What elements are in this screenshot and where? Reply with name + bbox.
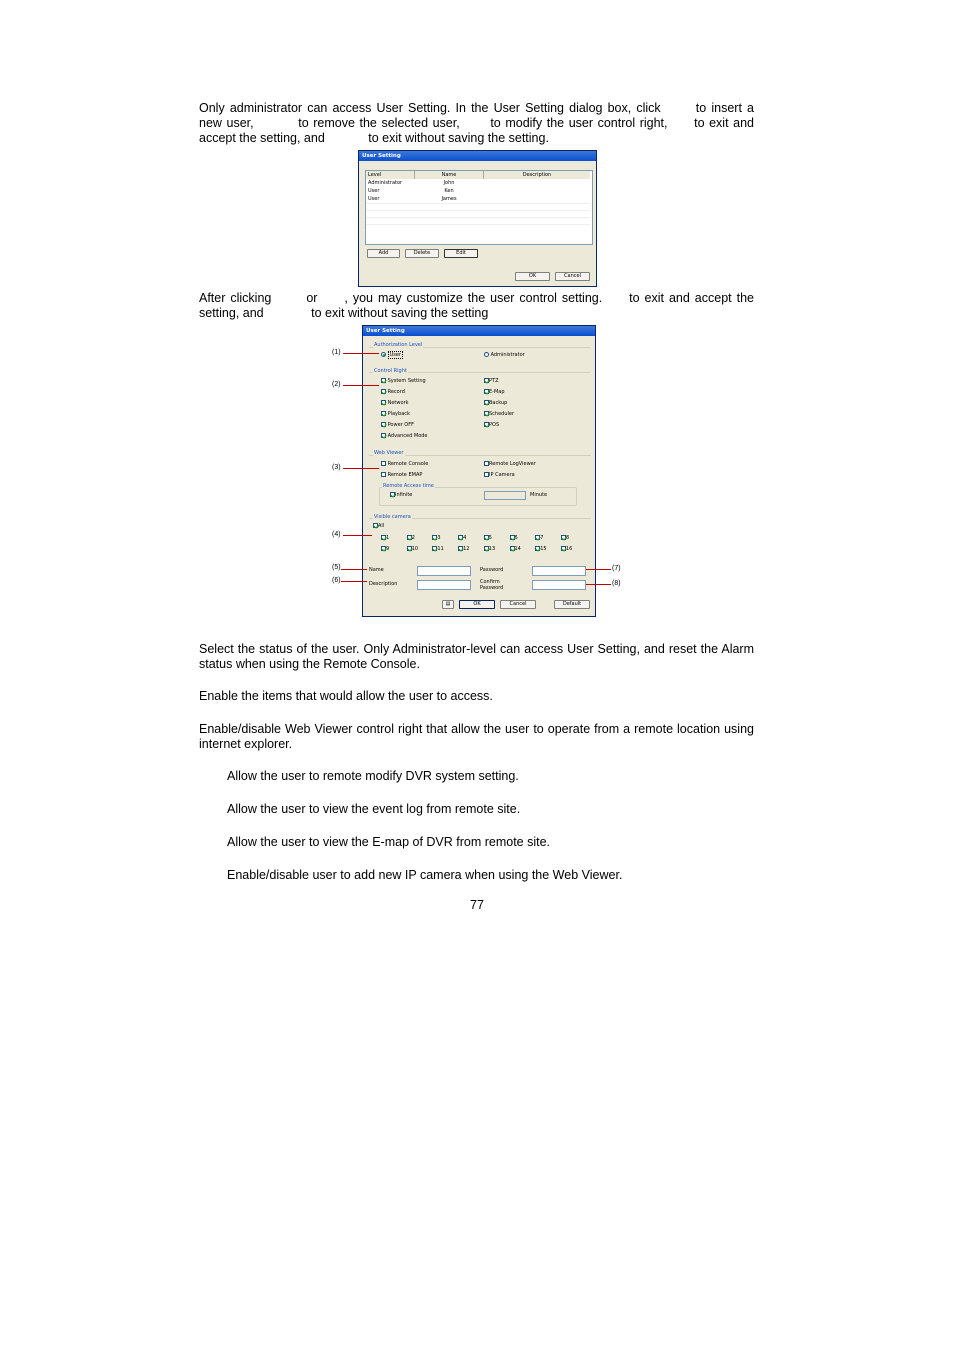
checkbox-checked-icon <box>561 535 566 540</box>
camera-number-label: 12 <box>463 546 470 552</box>
row-level: User <box>368 196 380 202</box>
checkbox-label: Remote EMAP <box>387 472 423 478</box>
column-header-name[interactable]: Name <box>415 171 484 179</box>
checkbox-checked-icon <box>381 422 386 427</box>
description-5: Allow the user to view the event log from remote site. <box>227 802 521 816</box>
checkbox-checked-icon <box>381 433 386 438</box>
callout-5: (5) <box>332 564 341 571</box>
user-table <box>365 170 593 245</box>
checkbox-checked-icon <box>535 535 540 540</box>
control-playback-checkbox[interactable] <box>381 411 410 417</box>
checkbox-label: Record <box>387 389 405 395</box>
checkbox-label: Remote LogViewer <box>489 461 536 467</box>
camera-checkbox[interactable] <box>484 546 495 552</box>
radio-icon <box>484 352 489 357</box>
auth-admin-radio[interactable] <box>484 352 525 358</box>
checkbox-checked-icon <box>381 535 386 540</box>
radio-selected-icon <box>381 352 386 357</box>
camera-checkbox[interactable] <box>458 546 469 552</box>
checkbox-checked-icon <box>381 411 386 416</box>
page-number: 77 <box>470 898 484 912</box>
checkbox-checked-icon <box>432 535 437 540</box>
web-remote-emap-checkbox[interactable] <box>381 472 422 478</box>
checkbox-checked-icon <box>381 400 386 405</box>
description-2: Enable the items that would allow the user to access. <box>199 689 493 703</box>
callout-1: (1) <box>332 349 341 356</box>
camera-number-label: 16 <box>565 546 573 552</box>
checkbox-checked-icon <box>381 378 386 383</box>
row-name: John <box>443 180 455 186</box>
checkbox-checked-icon <box>407 535 412 540</box>
dialog-title: User Setting <box>359 151 596 161</box>
camera-checkbox[interactable] <box>407 546 418 552</box>
control-network-checkbox[interactable] <box>381 400 408 406</box>
camera-checkbox[interactable] <box>432 546 443 552</box>
camera-checkbox[interactable] <box>535 535 543 541</box>
checkbox-checked-icon <box>484 422 489 427</box>
camera-number-label: 5 <box>488 535 492 541</box>
camera-checkbox[interactable] <box>458 535 466 541</box>
checkbox-checked-icon <box>484 546 489 551</box>
name-label: Name <box>369 567 384 573</box>
description-1: Select the status of the user. Only Administrator-level can access User Setting, and reset the Alarm status when using the Remote Console. <box>199 642 754 671</box>
checkbox-label: E-Map <box>489 389 505 395</box>
control-scheduler-checkbox[interactable] <box>484 411 514 417</box>
add-button[interactable]: Add <box>367 249 400 258</box>
after-text-3: , you may customize the user control setting. <box>344 291 603 305</box>
table-row[interactable] <box>366 187 590 195</box>
name-input[interactable] <box>417 566 471 576</box>
leader-line-5 <box>341 569 367 570</box>
description-4: Allow the user to remote modify DVR system setting. <box>227 769 519 783</box>
user-edit-dialog <box>362 325 596 617</box>
checkbox-label: Remote Console <box>387 461 429 467</box>
camera-checkbox[interactable] <box>432 535 440 541</box>
checkbox-checked-icon <box>458 535 463 540</box>
control-backup-checkbox[interactable] <box>484 400 507 406</box>
authorization-level-title: Authorization Level <box>374 342 423 348</box>
user-table-grid <box>366 171 590 232</box>
control-pos-checkbox[interactable] <box>484 422 499 428</box>
checkbox-checked-icon <box>484 535 489 540</box>
intro-paragraph <box>199 101 754 146</box>
checkbox-checked-icon <box>381 389 386 394</box>
checkbox-label: Network <box>387 400 409 406</box>
checkbox-checked-icon <box>432 546 437 551</box>
camera-number-label: 15 <box>540 546 547 552</box>
row-level: User <box>368 188 380 194</box>
camera-number-label: 14 <box>514 546 521 552</box>
leader-line-7 <box>586 569 611 570</box>
checkbox-label: All <box>378 523 385 529</box>
checkbox-icon <box>381 461 386 466</box>
callout-8: (8) <box>612 580 621 587</box>
after-text-5: to exit without saving the setting <box>311 306 489 320</box>
password-label: Password <box>480 567 504 573</box>
intro-text-2: to insert a new user, <box>199 101 754 130</box>
description-input[interactable] <box>417 580 471 590</box>
camera-checkbox[interactable] <box>381 546 389 552</box>
camera-checkbox[interactable] <box>535 546 546 552</box>
camera-checkbox[interactable] <box>484 535 492 541</box>
table-row[interactable] <box>366 179 590 187</box>
intro-text-6: to exit without saving the setting. <box>368 131 549 145</box>
visible-camera-title: Visible camera <box>374 514 411 520</box>
ok-button[interactable]: OK <box>515 272 550 281</box>
control-ptz-checkbox[interactable] <box>484 378 499 384</box>
leader-line-1 <box>343 353 379 354</box>
leader-line-2 <box>343 385 379 386</box>
checkbox-label: PTZ <box>489 378 499 384</box>
remote-access-time-title: Remote Access time <box>383 483 434 489</box>
web-remote-console-checkbox[interactable] <box>381 461 428 467</box>
camera-number-label: 6 <box>514 535 518 541</box>
checkbox-label: Backup <box>489 400 508 406</box>
checkbox-label: Power OFF <box>387 422 414 428</box>
intro-text-1: Only administrator can access User Setting. In the User Setting dialog box, click <box>199 101 661 115</box>
camera-checkbox[interactable] <box>561 546 572 552</box>
camera-all-checkbox[interactable] <box>373 523 384 529</box>
checkbox-icon <box>484 461 489 466</box>
checkbox-checked-icon <box>390 492 395 497</box>
keyboard-icon[interactable]: ▤ <box>442 600 454 609</box>
checkbox-checked-icon <box>535 546 540 551</box>
checkbox-label: IP Camera <box>489 472 515 478</box>
auth-admin-label: Administrator <box>490 352 525 358</box>
callout-3: (3) <box>332 464 341 471</box>
auth-user-radio[interactable] <box>381 352 403 358</box>
description-label: Description <box>369 581 398 587</box>
checkbox-label: Infinite <box>395 492 413 498</box>
row-level: Administrator <box>368 180 403 186</box>
after-paragraph <box>199 291 754 321</box>
web-remote-logviewer-checkbox[interactable] <box>484 461 536 467</box>
infinite-checkbox[interactable] <box>390 492 412 498</box>
camera-checkbox[interactable] <box>381 535 389 541</box>
callout-4: (4) <box>332 531 341 538</box>
checkbox-checked-icon <box>510 546 515 551</box>
checkbox-checked-icon <box>484 411 489 416</box>
camera-number-label: 9 <box>386 546 390 552</box>
checkbox-label: Advanced Mode <box>387 433 428 439</box>
control-power-off-checkbox[interactable] <box>381 422 414 428</box>
leader-line-8 <box>586 584 611 585</box>
cancel-button[interactable]: Cancel <box>555 272 590 281</box>
checkbox-label: Scheduler <box>489 411 515 417</box>
leader-line-6 <box>341 581 367 582</box>
user-setting-list-dialog <box>358 150 597 287</box>
camera-checkbox[interactable] <box>510 546 521 552</box>
confirm-label-line2: Password <box>480 585 504 591</box>
column-header-description[interactable]: Description <box>522 172 552 178</box>
camera-number-label: 4 <box>463 535 467 541</box>
row-description <box>484 187 591 195</box>
callout-2: (2) <box>332 381 341 388</box>
cancel-button[interactable]: Cancel <box>500 600 536 609</box>
camera-number-label: 13 <box>488 546 496 552</box>
default-button[interactable]: Default <box>554 600 590 609</box>
confirm-label-line1: Confirm <box>480 579 500 585</box>
column-header-level[interactable]: Level <box>366 171 415 179</box>
checkbox-icon <box>381 472 386 477</box>
camera-checkbox[interactable] <box>510 535 518 541</box>
camera-checkbox[interactable] <box>561 535 569 541</box>
checkbox-checked-icon <box>373 523 378 528</box>
camera-number-label: 2 <box>411 535 415 541</box>
camera-number-label: 7 <box>540 535 544 541</box>
delete-button[interactable]: Delete <box>405 249 439 258</box>
confirm-password-input[interactable] <box>532 580 586 590</box>
checkbox-checked-icon <box>381 546 386 551</box>
leader-line-3 <box>343 468 379 469</box>
camera-number-label: 10 <box>411 546 419 552</box>
checkbox-checked-icon <box>407 546 412 551</box>
control-record-checkbox[interactable] <box>381 389 405 395</box>
checkbox-checked-icon <box>484 400 489 405</box>
checkbox-checked-icon <box>561 546 566 551</box>
intro-text-4: to modify the user control right, <box>490 116 668 130</box>
checkbox-checked-icon <box>484 378 489 383</box>
checkbox-checked-icon <box>510 535 515 540</box>
web-viewer-title: Web Viewer <box>374 450 404 456</box>
checkbox-icon <box>484 472 489 477</box>
camera-number-label: 8 <box>565 535 570 541</box>
intro-text-3: to remove the selected user, <box>298 116 460 130</box>
row-name: Ken <box>444 188 454 194</box>
after-text-1: After clicking <box>199 291 272 305</box>
intro-text-5: to exit and accept the setting, and <box>199 116 754 145</box>
after-text-4: to exit and accept the setting, and <box>199 291 754 320</box>
callout-7: (7) <box>612 565 621 572</box>
control-system-setting-checkbox[interactable] <box>381 378 426 384</box>
leader-line-4 <box>343 535 372 536</box>
row-description <box>484 179 591 187</box>
password-input[interactable] <box>532 566 586 576</box>
ok-button[interactable]: OK <box>459 600 495 609</box>
callout-6: (6) <box>332 577 341 584</box>
table-row[interactable] <box>366 195 590 204</box>
checkbox-label: System Setting <box>387 378 426 384</box>
confirm-password-label <box>480 579 503 591</box>
access-minute-input[interactable] <box>484 491 526 500</box>
control-advanced-mode-checkbox[interactable] <box>381 433 428 439</box>
checkbox-label: Playback <box>387 411 410 417</box>
camera-number-label: 3 <box>437 535 441 541</box>
edit-button[interactable]: Edit <box>444 249 478 258</box>
checkbox-checked-icon <box>458 546 463 551</box>
checkbox-checked-icon <box>484 389 489 394</box>
checkbox-label: POS <box>489 422 500 428</box>
description-7: Enable/disable user to add new IP camera when using the Web Viewer. <box>227 868 623 882</box>
camera-number-label: 11 <box>437 546 444 552</box>
web-ip-camera-checkbox[interactable] <box>484 472 515 478</box>
minute-label: Minute <box>530 492 548 498</box>
after-text-2: or <box>306 291 318 305</box>
camera-number-label: 1 <box>386 535 390 541</box>
row-name: James <box>441 196 457 202</box>
auth-user-label: User <box>389 352 401 358</box>
control-emap-checkbox[interactable] <box>484 389 505 395</box>
row-description <box>484 195 591 204</box>
control-right-title: Control Right <box>374 368 407 374</box>
description-3: Enable/disable Web Viewer control right that allow the user to operate from a remote location using internet explorer. <box>199 722 754 751</box>
description-6: Allow the user to view the E-map of DVR from remote site. <box>227 835 551 849</box>
dialog-title: User Setting <box>363 326 595 336</box>
camera-checkbox[interactable] <box>407 535 415 541</box>
